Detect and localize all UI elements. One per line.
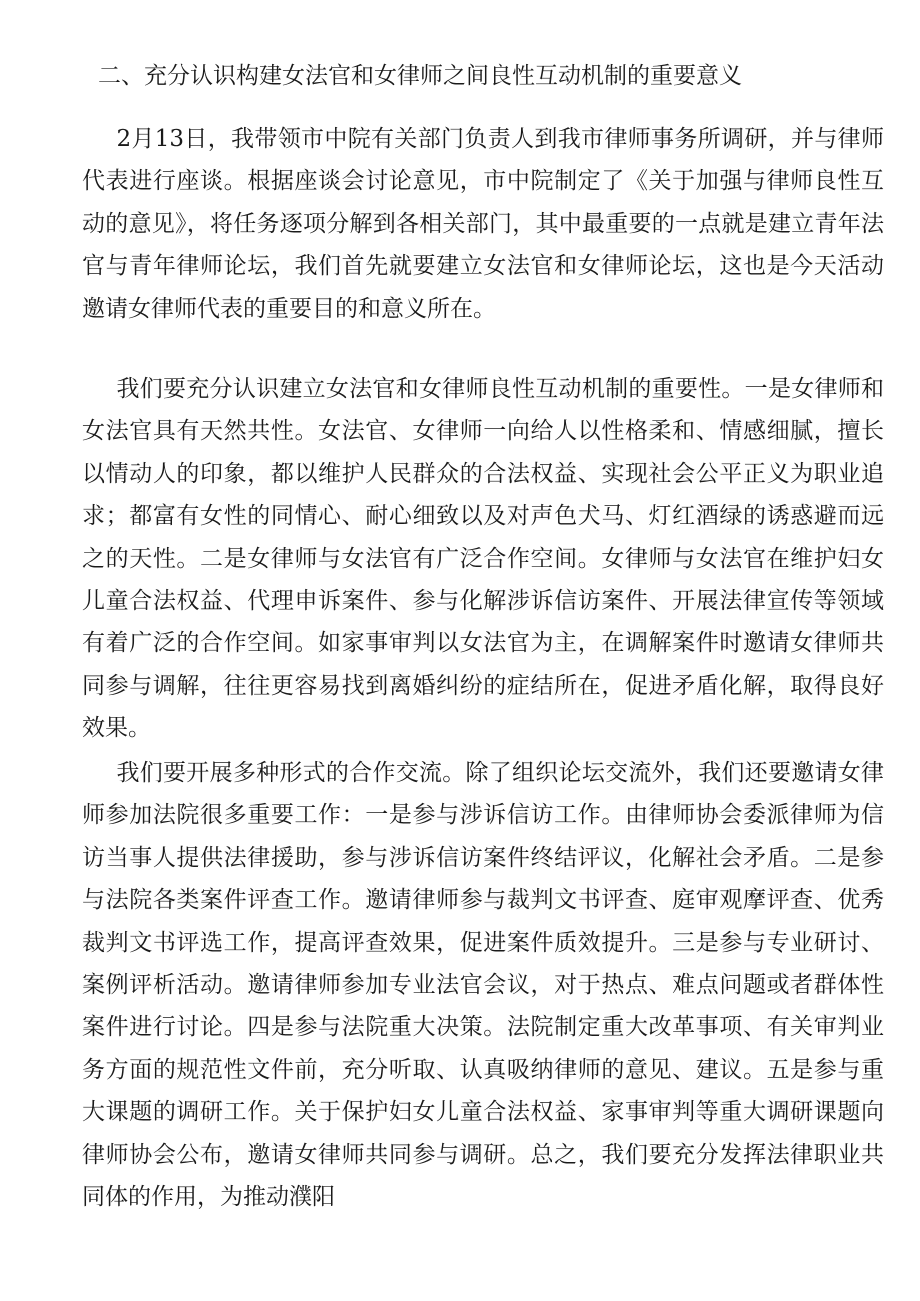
paragraph-2: 我们要充分认识建立女法官和女律师良性互动机制的重要性。一是女律师和女法官具有天然共性。女法官、女律师一向给人以性格柔和、情感细腻，擅长以情动人的印象，都以维护人民群众的合法权益、实现社会公平正义为职业追求；都富有女性的同情心、耐心细致以及对声色犬马、灯红酒绿的诱惑避而远之的天性。二是女律师与女法官有广泛合作空间。女律师与女法官在维护妇女儿童合法权益、代理申诉案件、参与化解涉诉信访案件、开展法律宣传等领域有着广泛的合作空间。如家事审判以女法官为主，在调解案件时邀请女律师共同参与调解，往往更容易找到离婚纠纷的症结所在，促进矛盾化解，取得良好效果。	[82, 376, 884, 742]
paragraph-3: 我们要开展多种形式的合作交流。除了组织论坛交流外，我们还要邀请女律师参加法院很多重要工作：一是参与涉诉信访工作。由律师协会委派律师为信访当事人提供法律援助，参与涉诉信访案件终结评议，化解社会矛盾。二是参与法院各类案件评查工作。邀请律师参与裁判文书评查、庭审观摩评查、优秀裁判文书评选工作，提高评查效果，促进案件质效提升。三是参与专业研讨、案例评析活动。邀请律师参加专业法官会议，对于热点、难点问题或者群体性案件进行讨论。四是参与法院重大决策。法院制定重大改革事项、有关审判业务方面的规范性文件前，充分听取、认真吸纳律师的意见、建议。五是参与重大课题的调研工作。关于保护妇女儿童合法权益、家事审判等重大调研课题向律师协会公布，邀请女律师共同参与调研。总之，我们要充分发挥法律职业共同体的作用，为推动濮阳	[82, 760, 884, 1211]
section-heading: 二、充分认识构建女法官和女律师之间良性互动机制的重要意义	[98, 63, 742, 89]
paragraph-1: 2月13日，我带领市中院有关部门负责人到我市律师事务所调研，并与律师代表进行座谈。根据座谈会讨论意见，市中院制定了《关于加强与律师良性互动的意见》，将任务逐项分解到各相关部门，其中最重要的一点就是建立青年法官与青年律师论坛，我们首先就要建立女法官和女律师论坛，这也是今天活动邀请女律师代表的重要目的和意义所在。	[82, 126, 884, 322]
